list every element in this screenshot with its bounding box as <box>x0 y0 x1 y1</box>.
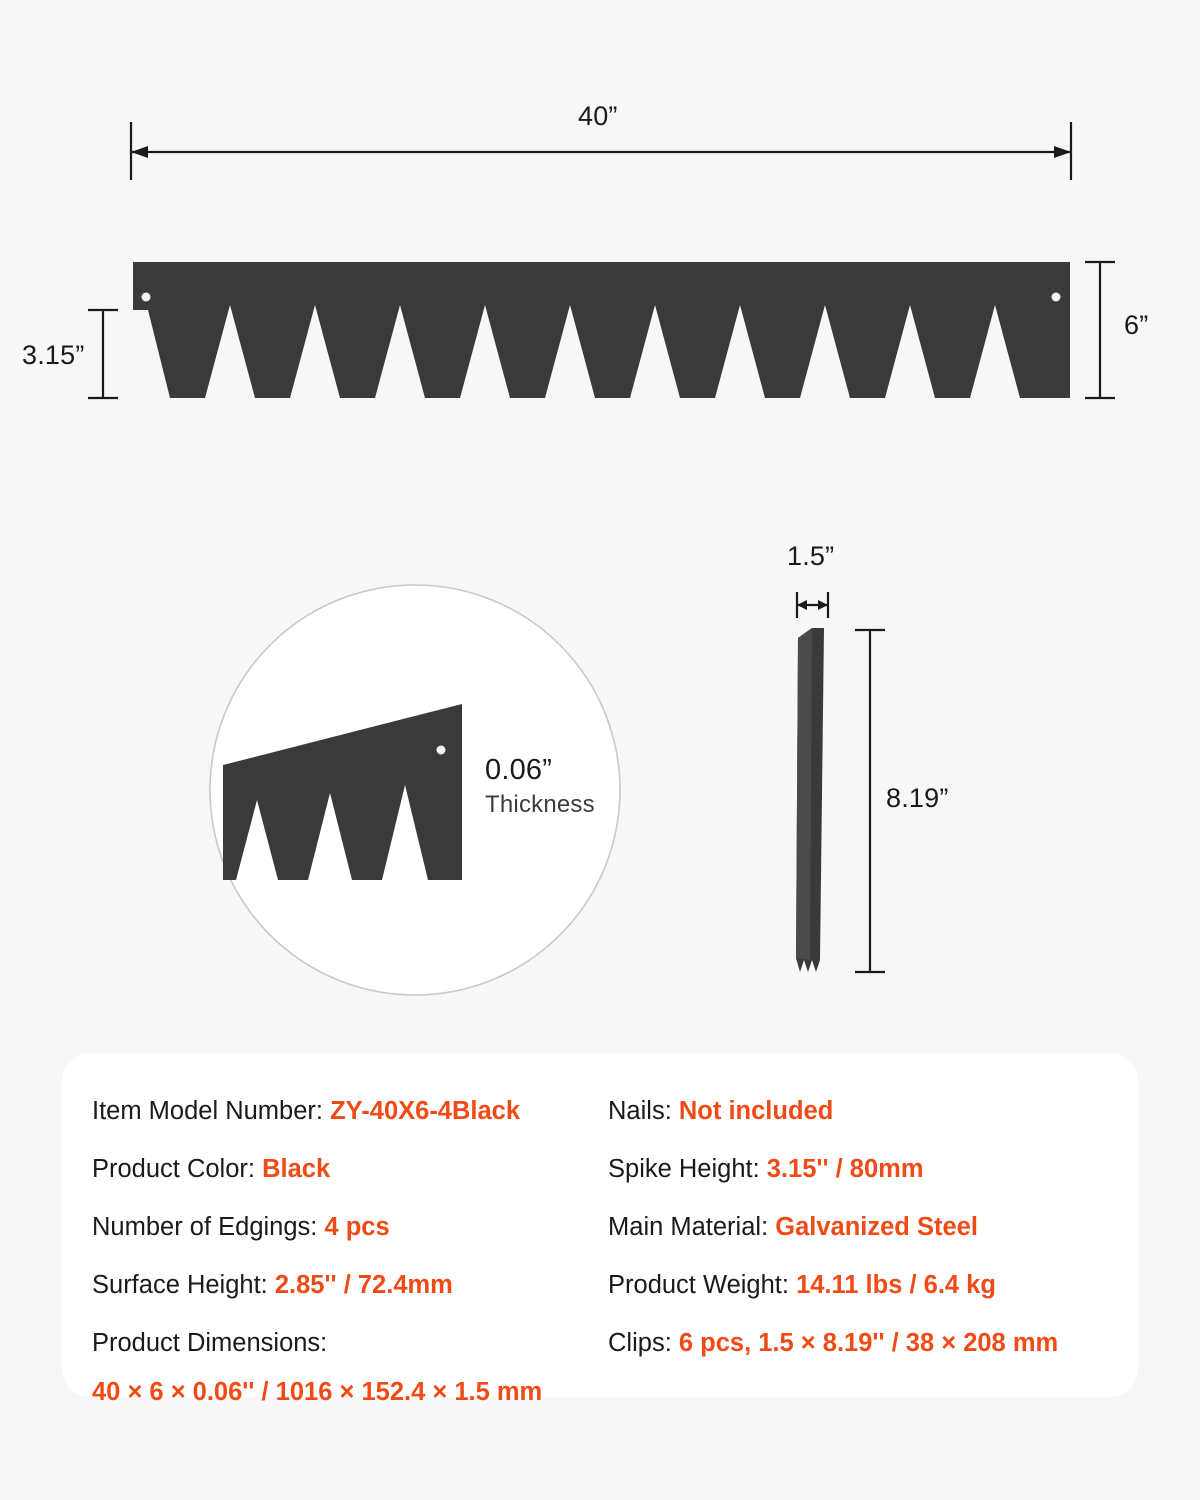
spec-cell-right <box>608 1259 1120 1311</box>
spec-cell-right <box>608 1201 1120 1253</box>
edging-strip-shape <box>133 262 1070 398</box>
thickness-value-label: 0.06” <box>485 754 553 786</box>
spec-label: Item Model Number: <box>92 1097 323 1125</box>
spec-label: Product Weight: <box>608 1271 789 1299</box>
spec-cell-left <box>92 1143 608 1195</box>
spec-label: Surface Height: <box>92 1271 268 1299</box>
spec-label: Spike Height: <box>608 1155 760 1183</box>
spec-value: 3.15'' / 80mm <box>766 1155 924 1183</box>
spec-label: Nails: <box>608 1097 672 1125</box>
spec-label: Number of Edgings: <box>92 1213 318 1241</box>
clip-height-dimension-line <box>855 630 885 972</box>
spec-cell-left <box>92 1085 608 1137</box>
clip-height-dimension-label: 8.19” <box>886 783 949 813</box>
spec-value: ZY-40X6-4Black <box>330 1097 521 1125</box>
spec-cell-left <box>92 1201 608 1253</box>
spec-value: Black <box>262 1155 331 1183</box>
spec-cell-left <box>92 1259 608 1311</box>
clip-width-dimension-line <box>797 592 828 618</box>
clip-shape <box>796 628 824 972</box>
spec-row <box>92 1317 1120 1415</box>
clip-width-dimension-label: 1.5” <box>787 541 835 571</box>
spec-value: Galvanized Steel <box>775 1213 978 1241</box>
spec-label: Main Material: <box>608 1213 769 1241</box>
spec-row <box>92 1143 1120 1195</box>
spec-cell-right <box>608 1143 1120 1195</box>
spec-cell-left <box>92 1317 608 1415</box>
spec-cell-right <box>608 1317 1120 1415</box>
overall-height-dimension-line <box>1085 262 1115 398</box>
spec-label: Clips: <box>608 1329 672 1357</box>
spec-value: 6 pcs, 1.5 × 8.19'' / 38 × 208 mm <box>678 1329 1059 1357</box>
spec-value: 4 pcs <box>324 1213 390 1241</box>
spec-row <box>92 1259 1120 1311</box>
specifications-card <box>62 1053 1138 1406</box>
spec-row <box>92 1085 1120 1137</box>
specifications-grid <box>92 1085 1120 1421</box>
thickness-detail-circle <box>200 580 650 1000</box>
product-dimensions-value: 40 × 6 × 0.06'' / 1016 × 152.4 × 1.5 mm <box>92 1378 543 1406</box>
spec-value: 2.85'' / 72.4mm <box>274 1271 453 1299</box>
spec-value: 14.11 lbs / 6.4 kg <box>796 1271 996 1299</box>
spec-cell-right <box>608 1085 1120 1137</box>
spec-label: Product Dimensions: <box>92 1329 328 1357</box>
spec-value: Not included <box>678 1097 834 1125</box>
spike-height-dimension-label: 3.15” <box>22 340 85 370</box>
overall-height-dimension-label: 6” <box>1124 310 1149 340</box>
spec-row <box>92 1201 1120 1253</box>
spike-height-dimension-line <box>88 310 118 398</box>
thickness-caption-label: Thickness <box>485 791 595 818</box>
length-dimension-label: 40” <box>578 101 618 131</box>
spec-label: Product Color: <box>92 1155 255 1183</box>
